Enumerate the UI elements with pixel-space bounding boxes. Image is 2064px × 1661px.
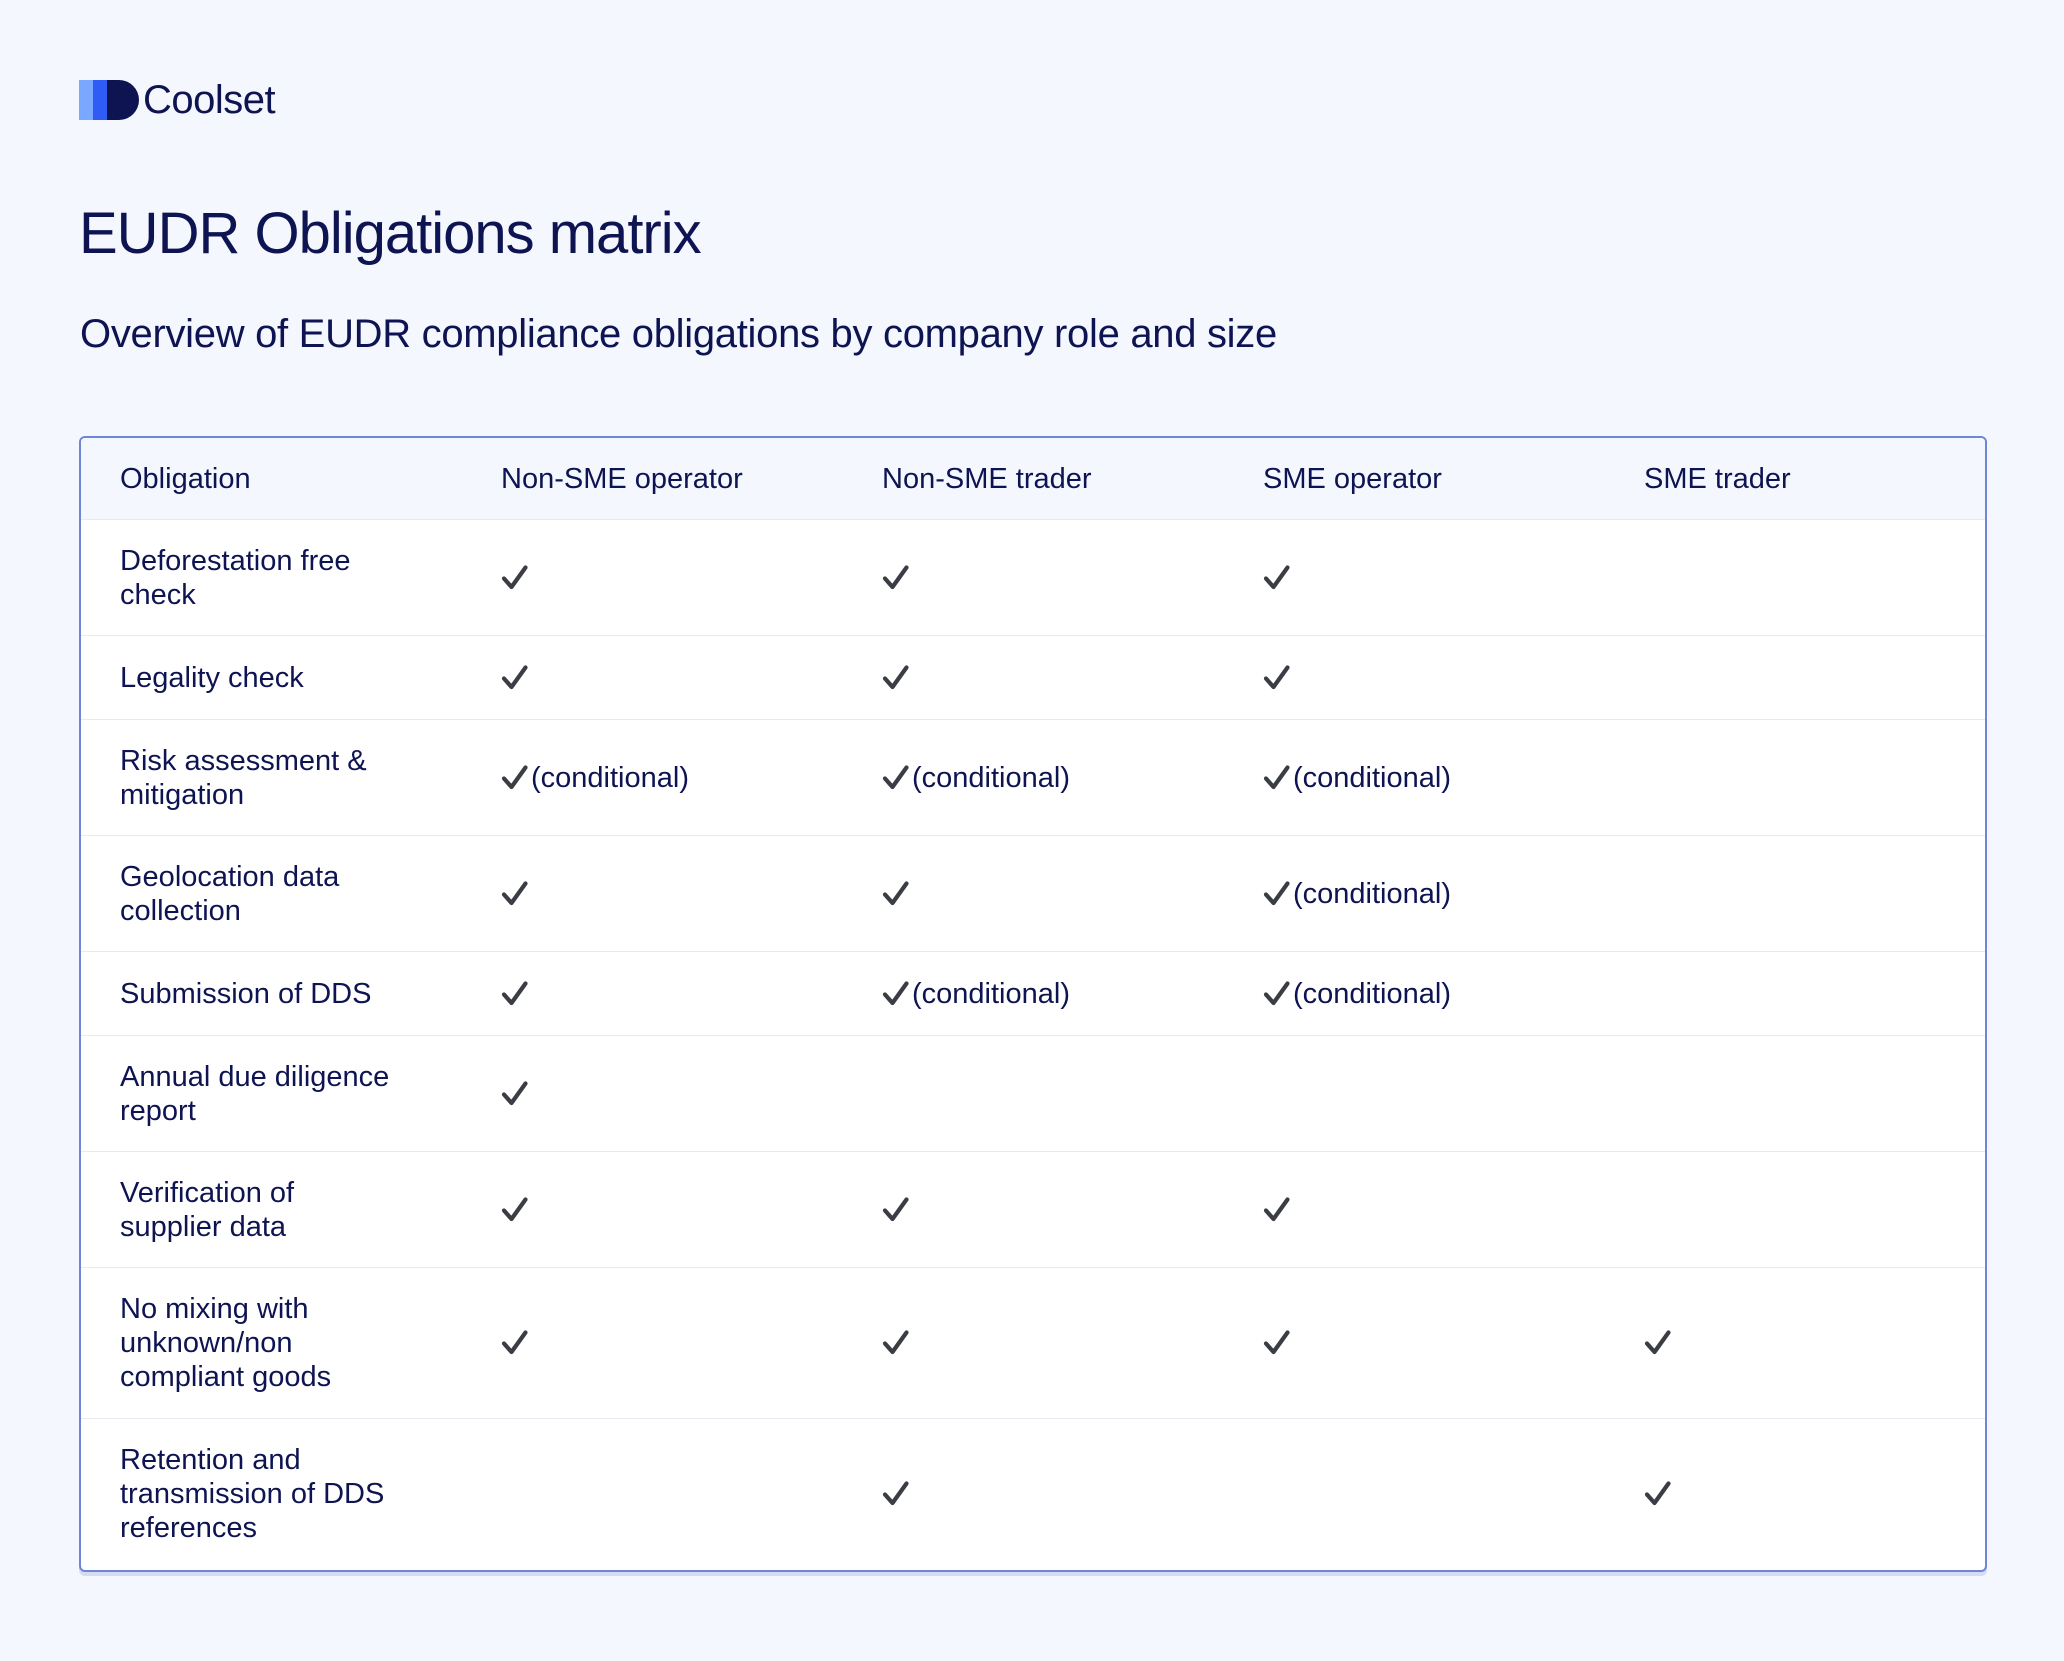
checkmark-icon: [882, 980, 910, 1008]
status-content: [1263, 761, 1605, 795]
obligation-status-cell: [462, 1419, 843, 1570]
obligation-cell: Risk assessment & mitigation: [81, 720, 462, 836]
status-content: [1644, 1329, 1985, 1357]
table-row: [81, 1036, 1985, 1152]
checkmark-icon: [1263, 1196, 1291, 1224]
obligation-status-cell: [1224, 1419, 1605, 1570]
status-content: [882, 880, 1224, 908]
obligation-status-cell: [1605, 636, 1985, 720]
obligation-status-cell: [1224, 952, 1605, 1036]
obligation-status-cell: [843, 1152, 1224, 1268]
obligation-status-cell: [1605, 1036, 1985, 1152]
obligation-status-cell: [1605, 952, 1985, 1036]
table-row: [81, 1419, 1985, 1570]
checkmark-icon: [882, 564, 910, 592]
obligation-status-cell: [843, 836, 1224, 952]
status-content: [1263, 564, 1605, 592]
status-content: [501, 1329, 843, 1357]
checkmark-icon: [501, 764, 529, 792]
obligation-status-cell: [1605, 1152, 1985, 1268]
obligation-status-cell: [1605, 520, 1985, 636]
obligation-status-cell: [1605, 836, 1985, 952]
status-content: [882, 977, 1224, 1011]
table-row: [81, 952, 1985, 1036]
status-content: [1263, 664, 1605, 692]
status-content: [501, 980, 843, 1008]
status-content: [501, 1080, 843, 1108]
obligation-status-cell: [1224, 1152, 1605, 1268]
obligation-status-cell: [843, 1036, 1224, 1152]
page-subtitle: Overview of EUDR compliance obligations by company role and size: [80, 312, 1277, 356]
obligation-status-cell: [843, 520, 1224, 636]
column-header-non-sme-operator: Non-SME operator: [462, 438, 843, 520]
obligation-cell: Legality check: [81, 636, 462, 720]
status-content: [501, 880, 843, 908]
status-content: [1263, 877, 1605, 911]
table-row: [81, 836, 1985, 952]
obligation-cell: Geolocation data collection: [81, 836, 462, 952]
table-row: [81, 520, 1985, 636]
obligation-cell: No mixing with unknown/non compliant goods: [81, 1268, 462, 1419]
obligation-status-cell: [1224, 1036, 1605, 1152]
obligation-status-cell: [462, 520, 843, 636]
status-content: [882, 761, 1224, 795]
checkmark-icon: [1263, 664, 1291, 692]
checkmark-icon: [1263, 764, 1291, 792]
obligation-status-cell: [843, 720, 1224, 836]
obligation-status-cell: [1224, 520, 1605, 636]
checkmark-icon: [882, 1329, 910, 1357]
obligation-status-cell: [1605, 1419, 1985, 1570]
checkmark-icon: [501, 664, 529, 692]
obligation-status-cell: [1224, 836, 1605, 952]
brand-name: Coolset: [143, 78, 276, 122]
status-content: [501, 761, 843, 795]
obligation-status-cell: [1605, 720, 1985, 836]
obligation-status-cell: [1224, 636, 1605, 720]
checkmark-icon: [882, 764, 910, 792]
obligation-status-cell: [462, 836, 843, 952]
obligation-status-cell: [462, 1036, 843, 1152]
table-row: [81, 636, 1985, 720]
obligation-status-cell: [462, 1152, 843, 1268]
status-content: [882, 1329, 1224, 1357]
conditional-note: (conditional): [912, 761, 1070, 794]
column-header-non-sme-trader: Non-SME trader: [843, 438, 1224, 520]
checkmark-icon: [501, 980, 529, 1008]
column-header-sme-trader: SME trader: [1605, 438, 1985, 520]
obligations-table: [81, 438, 1985, 1570]
checkmark-icon: [1644, 1480, 1672, 1508]
obligation-status-cell: [843, 636, 1224, 720]
column-header-obligation: Obligation: [81, 438, 462, 520]
checkmark-icon: [501, 1080, 529, 1108]
status-content: [1263, 1329, 1605, 1357]
checkmark-icon: [501, 1329, 529, 1357]
checkmark-icon: [501, 1196, 529, 1224]
checkmark-icon: [882, 1196, 910, 1224]
status-content: [882, 664, 1224, 692]
coolset-logo-icon: [79, 78, 139, 122]
conditional-note: (conditional): [531, 761, 689, 794]
checkmark-icon: [1263, 1329, 1291, 1357]
obligation-status-cell: [462, 1268, 843, 1419]
conditional-note: (conditional): [1293, 761, 1451, 794]
status-content: [501, 1196, 843, 1224]
checkmark-icon: [501, 564, 529, 592]
obligation-status-cell: [843, 1419, 1224, 1570]
checkmark-icon: [1263, 564, 1291, 592]
obligation-status-cell: [462, 952, 843, 1036]
checkmark-icon: [882, 1480, 910, 1508]
table-header-row: [81, 438, 1985, 520]
checkmark-icon: [882, 664, 910, 692]
page-title: EUDR Obligations matrix: [79, 201, 701, 266]
obligation-cell: Annual due diligence report: [81, 1036, 462, 1152]
status-content: [1263, 977, 1605, 1011]
table-body: [81, 520, 1985, 1570]
obligation-status-cell: [843, 952, 1224, 1036]
obligation-status-cell: [1224, 1268, 1605, 1419]
checkmark-icon: [1644, 1329, 1672, 1357]
conditional-note: (conditional): [1293, 877, 1451, 910]
obligation-cell: Submission of DDS: [81, 952, 462, 1036]
checkmark-icon: [882, 880, 910, 908]
obligation-cell: Verification of supplier data: [81, 1152, 462, 1268]
obligation-status-cell: [843, 1268, 1224, 1419]
obligation-status-cell: [462, 720, 843, 836]
status-content: [882, 1480, 1224, 1508]
brand-logo[interactable]: [79, 78, 275, 122]
checkmark-icon: [1263, 980, 1291, 1008]
conditional-note: (conditional): [1293, 977, 1451, 1010]
status-content: [501, 664, 843, 692]
obligation-cell: Retention and transmission of DDS references: [120, 1444, 385, 1545]
obligation-status-cell: [462, 636, 843, 720]
table-row: [81, 1268, 1985, 1419]
status-content: [882, 1196, 1224, 1224]
conditional-note: (conditional): [912, 977, 1070, 1010]
status-content: [882, 564, 1224, 592]
obligation-status-cell: [1605, 1268, 1985, 1419]
obligation-status-cell: [1224, 720, 1605, 836]
table-row: [81, 720, 1985, 836]
status-content: [1644, 1480, 1985, 1508]
checkmark-icon: [1263, 880, 1291, 908]
status-content: [1263, 1196, 1605, 1224]
column-header-sme-operator: SME operator: [1224, 438, 1605, 520]
status-content: [501, 564, 843, 592]
table-row: [81, 1152, 1985, 1268]
obligations-table-card: [79, 436, 1987, 1572]
checkmark-icon: [501, 880, 529, 908]
obligation-cell: Deforestation free check: [81, 520, 462, 636]
